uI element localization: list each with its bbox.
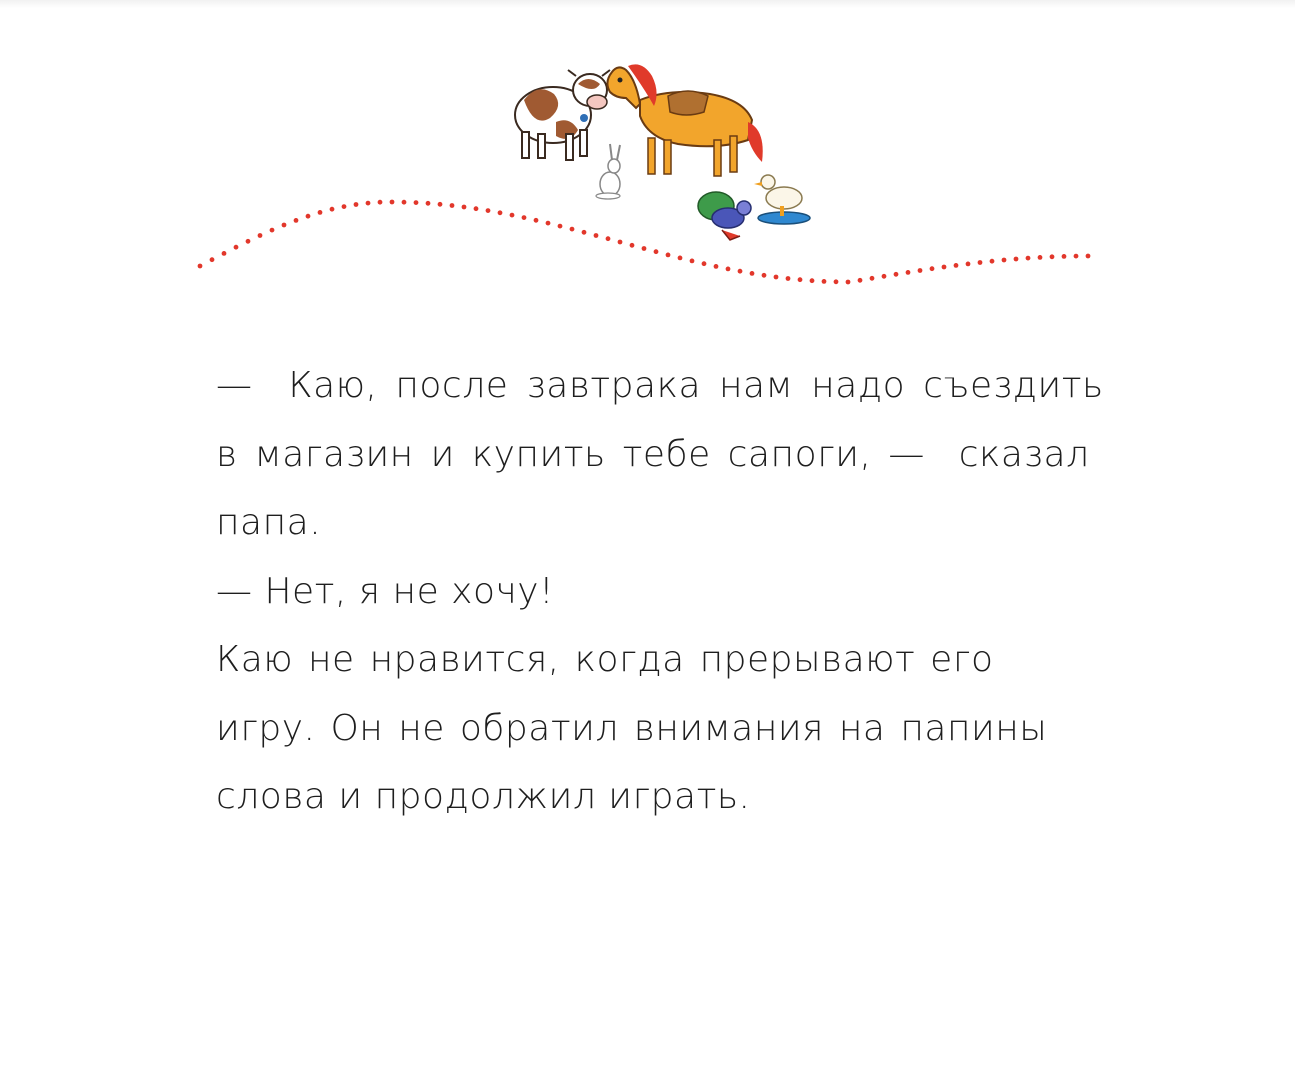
wave-dot [378, 200, 383, 205]
wave-dot [414, 200, 419, 205]
wave-dot [522, 215, 527, 220]
fallen-toy-icon [698, 192, 751, 240]
wave-dot [870, 276, 875, 281]
wave-dot [306, 214, 311, 219]
wave-dot [810, 278, 815, 283]
wave-dot [582, 230, 587, 235]
wave-dot [450, 203, 455, 208]
wave-dot [198, 264, 203, 269]
wave-dot [426, 201, 431, 206]
wave-dot [462, 205, 467, 210]
wave-dot [210, 257, 215, 262]
wave-dot [1026, 256, 1031, 261]
wave-dot [318, 210, 323, 215]
wave-dot [846, 280, 851, 285]
wave-dot [546, 221, 551, 226]
wave-dot [1074, 254, 1079, 259]
wave-dot [762, 273, 767, 278]
wave-dot [402, 200, 407, 205]
wave-dot [294, 218, 299, 223]
story-line: в магазин и купить тебе сапоги, — сказал [216, 433, 1090, 475]
wave-dot [342, 204, 347, 209]
story-line: игру. Он не обратил внимания на папины [216, 707, 1048, 749]
wave-dot [642, 246, 647, 251]
wave-dot [330, 207, 335, 212]
horse-icon [607, 64, 762, 176]
story-line: — Нет, я не хочу! [216, 570, 555, 612]
cow-icon [515, 70, 610, 160]
wave-dot [258, 233, 263, 238]
wave-dot [666, 253, 671, 258]
wave-dot [246, 239, 251, 244]
wave-dot [726, 267, 731, 272]
wave-dot [654, 249, 659, 254]
story-line: слова и продолжил играть. [216, 776, 751, 817]
wave-dot [894, 272, 899, 277]
wave-dot [234, 245, 239, 250]
wave-dot [1014, 257, 1019, 262]
wave-dot [282, 223, 287, 228]
wave-dot [606, 236, 611, 241]
wave-dot [534, 218, 539, 223]
wave-dot [978, 260, 983, 265]
wave-dot [714, 264, 719, 269]
wave-dot [906, 270, 911, 275]
wave-dot [474, 206, 479, 211]
wave-dot [222, 251, 227, 256]
story-text [216, 352, 1116, 832]
story-line: папа. [216, 502, 322, 543]
wave-dot [498, 210, 503, 215]
wave-dot [270, 228, 275, 233]
wave-dot [366, 201, 371, 206]
wave-dot [486, 208, 491, 213]
red-dotted-wave [198, 200, 1091, 285]
wave-dot [354, 202, 359, 207]
wave-dot [630, 243, 635, 248]
story-line: Каю не нравится, когда прерывают его [216, 639, 994, 680]
wave-dot [954, 263, 959, 268]
wave-dot [1038, 255, 1043, 260]
wave-dot [882, 274, 887, 279]
wave-dot [918, 268, 923, 273]
wave-dot [822, 279, 827, 284]
wave-dot [1086, 254, 1091, 259]
wave-dot [570, 227, 575, 232]
wave-dot [1062, 254, 1067, 259]
farm-toys-illustration [0, 0, 1295, 300]
wave-dot [738, 269, 743, 274]
wave-dot [798, 277, 803, 282]
story-line: — Каю, после завтрака нам надо съездить [216, 365, 1104, 406]
wave-dot [858, 278, 863, 283]
wave-dot [558, 224, 563, 229]
duck-icon [754, 175, 810, 224]
wave-dot [678, 256, 683, 261]
wave-dot [390, 200, 395, 205]
wave-dot [834, 279, 839, 284]
wave-dot [774, 275, 779, 280]
wave-dot [702, 261, 707, 266]
wave-dot [786, 276, 791, 281]
wave-dot [618, 240, 623, 245]
wave-dot [966, 262, 971, 267]
wave-dot [1050, 254, 1055, 259]
wave-dot [510, 213, 515, 218]
wave-dot [930, 266, 935, 271]
wave-dot [990, 259, 995, 264]
rabbit-icon [596, 144, 620, 199]
wave-dot [1002, 258, 1007, 263]
wave-dot [690, 259, 695, 264]
wave-dot [942, 265, 947, 270]
wave-dot [594, 233, 599, 238]
wave-dot [750, 271, 755, 276]
wave-dot [438, 202, 443, 207]
